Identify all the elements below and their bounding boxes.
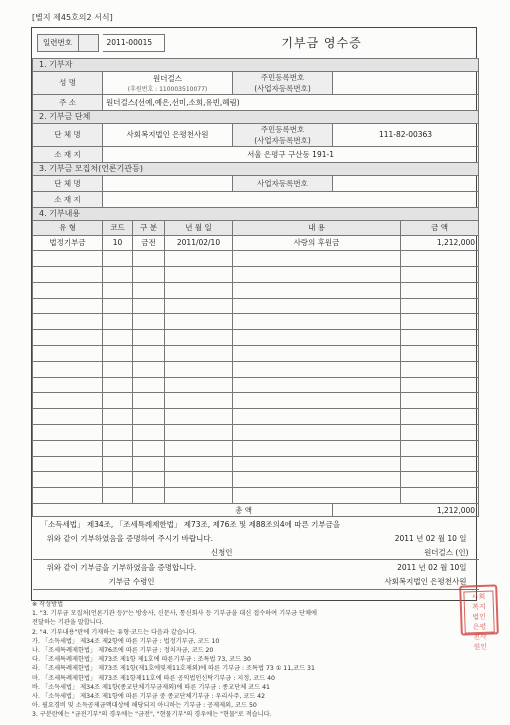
donation-header-row <box>33 220 479 235</box>
donor-id-label: 주민등록번호 <box>260 72 305 82</box>
writing-instructions <box>32 600 477 720</box>
receipt-title: 기부금 영수증 <box>281 36 362 51</box>
header-type: 유 형 <box>33 220 103 235</box>
request-text: 위와 같이 기부하였음을 증명하여 주시기 바랍니다. <box>46 533 213 543</box>
cell-amount <box>401 409 479 425</box>
cell-type <box>33 409 103 425</box>
collector-address-label: 소 재 지 <box>33 191 103 207</box>
cell-date: 2011/02/10 <box>165 235 233 251</box>
cell-category <box>133 393 165 409</box>
cell-code <box>103 267 133 283</box>
cell-category <box>133 267 165 283</box>
cell-type <box>33 298 103 314</box>
total-label: 총 액 <box>33 504 333 517</box>
cell-description <box>233 361 401 377</box>
donation-row <box>33 488 479 504</box>
donation-row <box>33 425 479 441</box>
cell-description <box>233 282 401 298</box>
cell-type <box>33 472 103 488</box>
instructions-lines <box>32 609 477 719</box>
cell-type <box>33 330 103 346</box>
receipt-table <box>32 28 479 590</box>
cell-type <box>33 251 103 267</box>
cell-code <box>103 440 133 456</box>
cell-amount: 1,212,000 <box>401 235 479 251</box>
seal-glyph: 원인 <box>473 642 488 652</box>
section-collector-title: 3. 기부금 모집처(언론기관등) <box>33 162 479 175</box>
cell-date <box>165 267 233 283</box>
form-number: [별지 제45호의2 서식] <box>32 13 113 22</box>
instruction-line: 마. 「조세특례제한법」 제73조 제1항제11호에 따른 공익법인신탁기부금 : 지정, 코드 40 <box>32 674 275 682</box>
seal-glyph: 법인 <box>472 612 487 622</box>
cell-code <box>103 251 133 267</box>
cell-code <box>103 298 133 314</box>
cell-amount <box>401 425 479 441</box>
cell-description <box>233 298 401 314</box>
certify-date: 2011 년 02 월 10일 <box>233 560 479 575</box>
collector-address <box>103 191 479 207</box>
donation-row <box>33 361 479 377</box>
cell-date <box>165 377 233 393</box>
cell-description <box>233 425 401 441</box>
donor-name-label: 성 명 <box>33 71 103 94</box>
cell-date <box>165 425 233 441</box>
donor-id-value <box>333 71 479 94</box>
cell-type: 법정기부금 <box>33 235 103 251</box>
donor-address-label: 주 소 <box>33 94 103 110</box>
cell-date <box>165 346 233 362</box>
cell-category <box>133 425 165 441</box>
donation-row <box>33 440 479 456</box>
cell-amount <box>401 440 479 456</box>
seal-inner <box>463 590 494 652</box>
cell-code <box>103 361 133 377</box>
cell-description <box>233 456 401 472</box>
cell-code <box>103 409 133 425</box>
cell-code <box>103 346 133 362</box>
cell-date <box>165 488 233 504</box>
cell-amount <box>401 251 479 267</box>
instructions-title: ※ 작성방법 <box>32 601 64 608</box>
cell-amount <box>401 298 479 314</box>
cell-amount <box>401 393 479 409</box>
cell-category: 금전 <box>133 235 165 251</box>
donation-row <box>33 456 479 472</box>
instruction-line: 나. 「조세특례제한법」 제76조에 따른 기부금 : 정치자금, 코드 20 <box>32 647 214 655</box>
donation-row <box>33 393 479 409</box>
instruction-line: 가. 「소득세법」 제34조 제2항에 따른 기부금 : 법정기부금, 코드 10 <box>32 637 220 645</box>
cell-category <box>133 472 165 488</box>
instruction-line: 아. 필요경비 및 소득공제금액대상에 해당되지 아니하는 기부금 : 공제제외, 코드 50 <box>32 702 257 710</box>
cell-description <box>233 472 401 488</box>
collector-biz-label: 사업자등록번호 <box>233 175 333 191</box>
instruction-line: 라. 「조세특례제한법」 제73조 제1항(제1호에및제11호제외)에 따른 기부금 : 조특법 73 ① 11,코드 31 <box>32 665 315 673</box>
cell-date <box>165 393 233 409</box>
cell-type <box>33 314 103 330</box>
cell-type <box>33 377 103 393</box>
law-text: 「소득세법」 제34조, 「조세특례제한법」 제73조, 제76조 및 제88조의4에 따른 기부금을 <box>33 517 479 532</box>
cell-category <box>133 377 165 393</box>
cell-amount <box>401 472 479 488</box>
total-amount: 1,212,000 <box>333 504 479 517</box>
donor-id-label-sub: (사업자등록번호) <box>254 83 311 93</box>
cell-code <box>103 314 133 330</box>
collector-name-label: 단 체 명 <box>33 175 103 191</box>
cell-date <box>165 298 233 314</box>
donor-sponsor-number: (후원번호 : 110003510077) <box>127 85 208 93</box>
cell-date <box>165 456 233 472</box>
header-category: 구 분 <box>133 220 165 235</box>
donation-row <box>33 235 479 251</box>
instruction-line: 사. 「소득세법」 제34조 제1항에 따른 기부금 중 종교단체기부금 : 우리사주, 코드 42 <box>32 693 266 701</box>
cell-code <box>103 488 133 504</box>
cell-date <box>165 251 233 267</box>
org-name-label: 단 체 명 <box>33 123 103 146</box>
collector-name <box>103 175 233 191</box>
receipt-form-frame <box>31 27 477 601</box>
cell-amount <box>401 361 479 377</box>
cell-date <box>165 472 233 488</box>
cell-type <box>33 440 103 456</box>
cell-description <box>233 393 401 409</box>
header-description: 내 용 <box>233 220 401 235</box>
cell-amount <box>401 377 479 393</box>
applicant-label: 신청인 <box>33 545 233 560</box>
cell-amount <box>401 282 479 298</box>
cell-category <box>133 488 165 504</box>
org-id-label: 주민등록번호 <box>260 124 305 134</box>
cell-description <box>233 267 401 283</box>
cell-category <box>133 440 165 456</box>
cell-amount <box>401 488 479 504</box>
cell-type <box>33 425 103 441</box>
donation-rows <box>33 235 479 504</box>
cell-description <box>233 330 401 346</box>
donation-row <box>33 282 479 298</box>
cell-type <box>33 393 103 409</box>
cell-amount <box>401 330 479 346</box>
cell-type <box>33 346 103 362</box>
donation-row <box>33 377 479 393</box>
section-organization-title: 2. 기부금 단체 <box>33 110 479 123</box>
cell-amount <box>401 346 479 362</box>
cell-category <box>133 314 165 330</box>
cell-category <box>133 330 165 346</box>
cell-type <box>33 456 103 472</box>
cell-description <box>233 346 401 362</box>
donation-row <box>33 314 479 330</box>
cell-category <box>133 409 165 425</box>
donation-row <box>33 298 479 314</box>
cell-type <box>33 282 103 298</box>
cell-description <box>233 377 401 393</box>
cell-type <box>33 361 103 377</box>
recipient-value: 사회복지법인 은평천사원 <box>165 575 479 590</box>
instruction-line: 3. 구분란에는 "금전기부"의 경우에는 "금전", "현물기부"의 경우에는 "현물"로 적습니다. <box>32 711 272 719</box>
cell-code <box>103 377 133 393</box>
request-date: 2011 년 02 월 10 일 <box>394 533 467 543</box>
cell-code <box>103 393 133 409</box>
cell-description <box>233 440 401 456</box>
serial-label: 일련번호 <box>38 35 79 51</box>
certify-text: 위와 같이 기부금을 기부하였음을 증명합니다. <box>33 560 233 575</box>
cell-category <box>133 282 165 298</box>
org-id-label-sub: (사업자등록번호) <box>254 135 311 145</box>
instruction-line: 바. 「소득세법」 제34조 제1항(종교단체기부금제외)에 따른 기부금 : 종교단체 코드 41 <box>32 683 270 691</box>
cell-date <box>165 314 233 330</box>
org-name: 사회복지법인 은평천사원 <box>103 123 233 146</box>
cell-type <box>33 267 103 283</box>
donor-address: 원더걸스(선예,예은,선미,소희,유빈,혜림) <box>103 94 479 110</box>
header-amount: 금 액 <box>401 220 479 235</box>
cell-category <box>133 361 165 377</box>
instruction-line: 2. "4. 기부내용"란에 기재하는 유형·코드는 다음과 같습니다. <box>32 628 197 636</box>
instruction-line: 전달하는 기관을 말합니다. <box>32 619 104 627</box>
donation-row <box>33 330 479 346</box>
cell-code <box>103 425 133 441</box>
cell-amount <box>401 267 479 283</box>
cell-description <box>233 314 401 330</box>
cell-category <box>133 251 165 267</box>
donation-row <box>33 409 479 425</box>
recipient-label: 기부금 수령인 <box>33 575 165 590</box>
cell-category <box>133 346 165 362</box>
cell-date <box>165 440 233 456</box>
header-code: 코드 <box>103 220 133 235</box>
donor-name: 원더걸스 <box>153 73 182 83</box>
donation-row <box>33 251 479 267</box>
cell-description <box>233 488 401 504</box>
instruction-line: 다. 「조세특례제한법」 제73조 제1항 제1호에 따른기부금 : 조특법 73, 코드 30 <box>32 656 251 664</box>
collector-biz-value <box>333 175 479 191</box>
cell-category <box>133 456 165 472</box>
cell-code <box>103 282 133 298</box>
cell-category <box>133 298 165 314</box>
cell-description: 사랑의 후원금 <box>233 235 401 251</box>
cell-date <box>165 361 233 377</box>
cell-description <box>233 251 401 267</box>
seal-glyph: 천사 <box>473 632 487 642</box>
section-donor-title: 1. 기부자 <box>33 58 479 71</box>
cell-code <box>103 456 133 472</box>
cell-description <box>233 409 401 425</box>
cell-date <box>165 409 233 425</box>
donation-row <box>33 472 479 488</box>
cell-date <box>165 330 233 346</box>
organization-seal-stamp <box>459 584 499 652</box>
org-address: 서울 은평구 구산동 191-1 <box>103 146 479 162</box>
cell-type <box>33 488 103 504</box>
instruction-line: 1. "3. 기부금 모집처(언론기관 등)"는 방송사, 신문사, 통신회사 등 기부금을 대신 접수하여 기부금 단체에 <box>32 610 317 618</box>
donation-row <box>33 267 479 283</box>
cell-code <box>103 472 133 488</box>
header-date: 년 월 일 <box>165 220 233 235</box>
seal-glyph: 은평 <box>472 622 487 632</box>
serial-value: 2011-00015 <box>103 34 165 52</box>
section-donation-title: 4. 기부내용 <box>33 207 479 220</box>
cell-date <box>165 282 233 298</box>
seal-glyph: 사회 <box>471 592 486 602</box>
applicant-value: 원더걸스 (인) <box>233 545 479 560</box>
org-id-value: 111-82-00363 <box>333 123 479 146</box>
cell-code: 10 <box>103 235 133 251</box>
seal-glyph: 복지 <box>471 602 486 612</box>
cell-amount <box>401 314 479 330</box>
org-address-label: 소 재 지 <box>33 146 103 162</box>
cell-amount <box>401 456 479 472</box>
donation-row <box>33 346 479 362</box>
cell-code <box>103 330 133 346</box>
